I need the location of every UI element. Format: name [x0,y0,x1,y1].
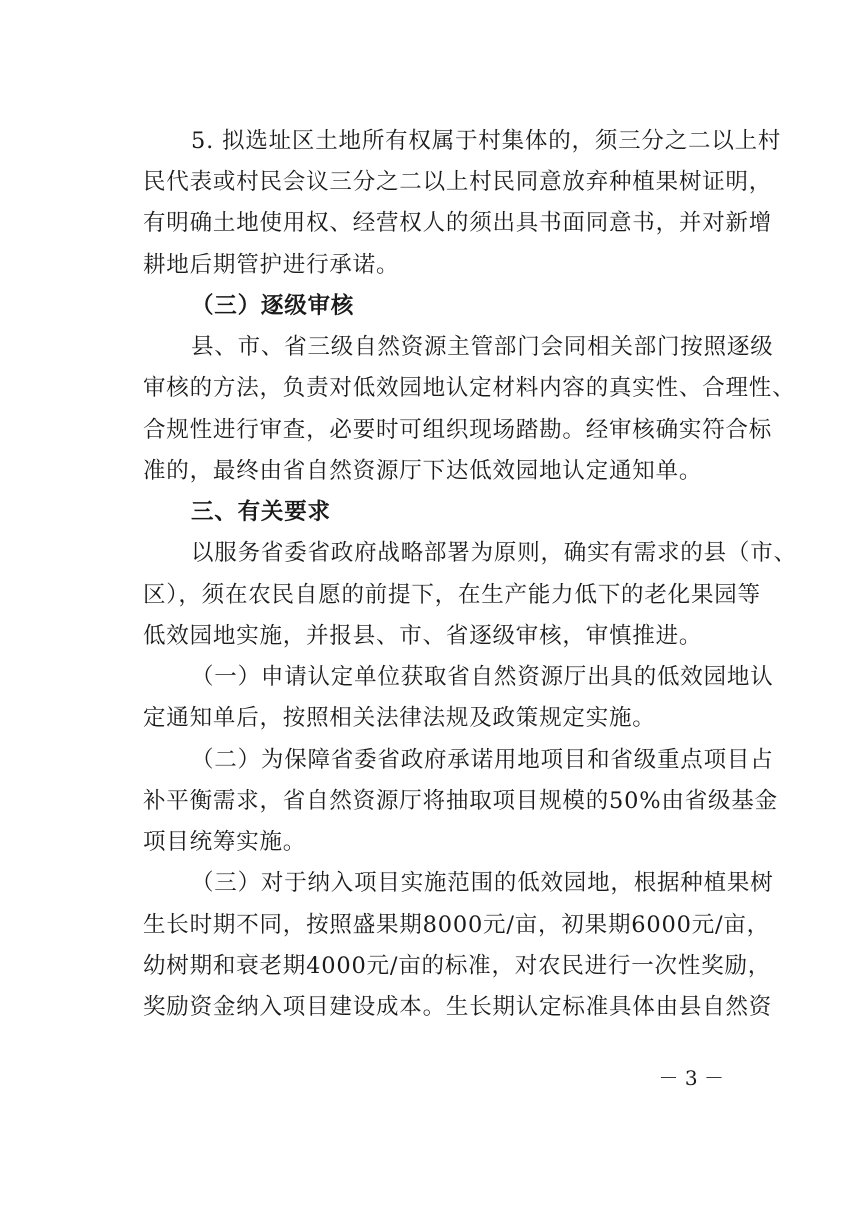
paragraph-line: 生长时期不同，按照盛果期8000元/亩，初果期6000元/亩， [143,911,770,938]
paragraph-line: 合规性进行审查，必要时可组织现场踏勘。经审核确实符合标 [143,416,773,443]
section-heading: 三、有关要求 [191,499,331,526]
paragraph-line: 定通知单后，按照相关法律法规及政策规定实施。 [143,705,656,732]
paragraph-line: 项目统筹实施。 [143,829,307,856]
paragraph-line: 审核的方法，负责对低效园地认定材料内容的真实性、合理性、 [143,375,796,402]
paragraph-line: 幼树期和衰老期4000元/亩的标准，对农民进行一次性奖励， [143,952,772,979]
paragraph-line: 县、市、省三级自然资源主管部门会同相关部门按照逐级 [191,334,774,361]
paragraph-line: 奖励资金纳入项目建设成本。生长期认定标准具体由县自然资 [143,994,773,1020]
section-heading: （三）逐级审核 [191,292,355,319]
page-number: － 3 － [658,1066,724,1090]
paragraph-line: （一）申请认定单位获取省自然资源厅出具的低效园地认 [191,664,774,691]
paragraph-line: 民代表或村民会议三分之二以上村民同意放弃种植果树证明， [143,169,773,196]
paragraph-line: 区），须在农民自愿的前提下，在生产能力低下的老化果园等 [143,581,761,608]
paragraph-line: 5. 拟选址区土地所有权属于村集体的，须三分之二以上村 [191,128,782,154]
paragraph-line: （二）为保障省委省政府承诺用地项目和省级重点项目占 [191,746,774,773]
paragraph-line: 准的，最终由省自然资源厅下达低效园地认定通知单。 [143,457,703,484]
paragraph-line: （三）对于纳入项目实施范围的低效园地，根据种植果树 [191,870,774,897]
paragraph-line: 以服务省委省政府战略部署为原则，确实有需求的县（市、 [191,540,797,567]
paragraph-line: 补平衡需求，省自然资源厅将抽取项目规模的50%由省级基金 [143,787,778,814]
paragraph-line: 有明确土地使用权、经营权人的须出具书面同意书，并对新增 [143,210,773,237]
paragraph-line: 低效园地实施，并报县、市、省逐级审核，审慎推进。 [143,622,703,649]
paragraph-line: 耕地后期管护进行承诺。 [143,251,400,278]
